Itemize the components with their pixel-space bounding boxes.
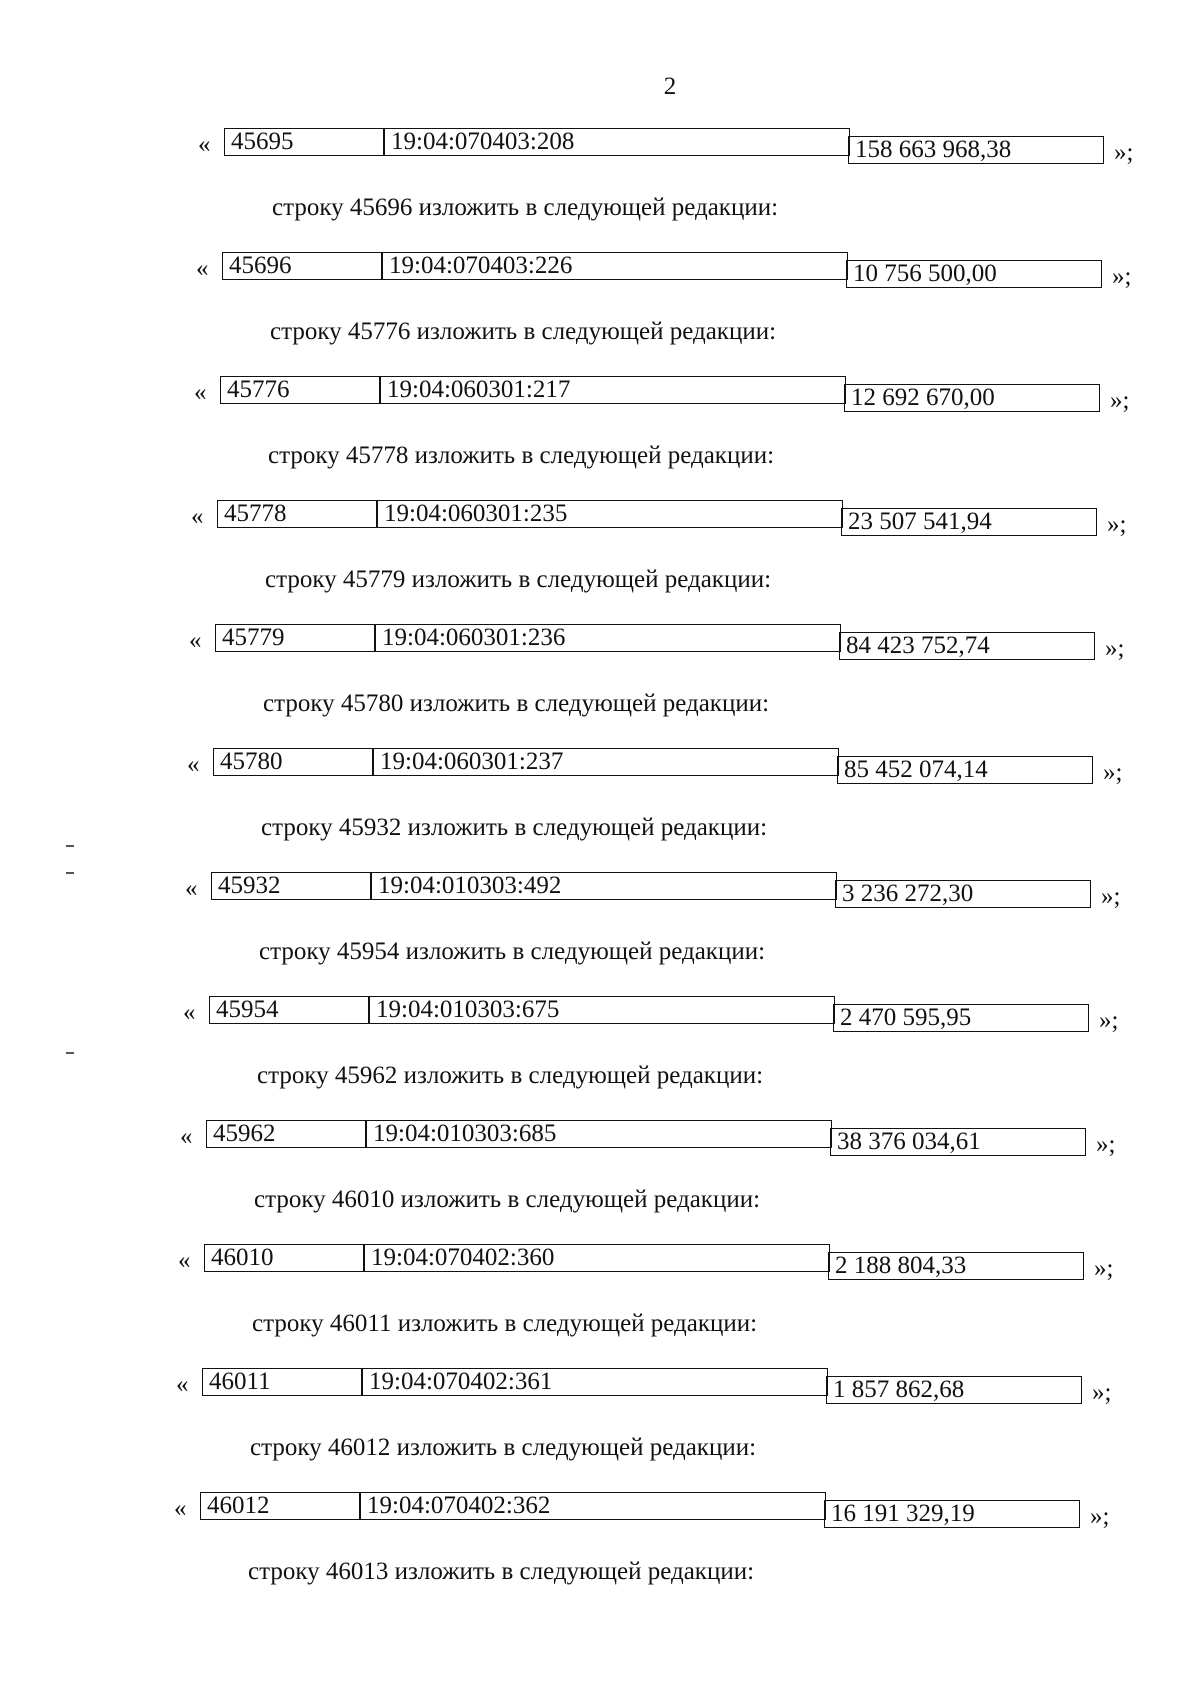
table-row [191,500,1131,538]
table-row [196,252,1136,290]
amendment-instruction: строку 45778 изложить в следующей редакции: [268,442,775,469]
cadastral-value-cell: 23 507 541,94 [841,508,1097,536]
cadastral-value-cell: 10 756 500,00 [846,260,1102,288]
opening-quote: « [187,751,200,778]
row-number-cell: 46012 [200,1492,360,1520]
amendment-instruction: строку 45779 изложить в следующей редакции: [265,566,772,593]
row-number-cell: 46010 [204,1244,364,1272]
amendment-instruction: строку 46010 изложить в следующей редакции: [254,1186,761,1213]
cadastral-number-cell: 19:04:010303:492 [371,872,837,900]
opening-quote: « [176,1371,189,1398]
cadastral-number-cell: 19:04:060301:217 [380,376,846,404]
cadastral-number-cell: 19:04:060301:236 [375,624,841,652]
opening-quote: « [194,379,207,406]
cadastral-number-cell: 19:04:010303:685 [366,1120,832,1148]
cadastral-number-cell: 19:04:070402:361 [362,1368,828,1396]
row-number-cell: 45695 [224,128,384,156]
row-number-cell: 45778 [217,500,377,528]
opening-quote: « [185,875,198,902]
cadastral-value-cell: 1 857 862,68 [826,1376,1082,1404]
table-row [187,748,1127,786]
margin-mark [66,845,74,847]
row-number-cell: 45780 [213,748,373,776]
margin-mark [66,1052,74,1054]
cadastral-number-cell: 19:04:010303:675 [369,996,835,1024]
table-row [178,1244,1118,1282]
amendment-instruction: строку 46011 изложить в следующей редакции: [252,1310,758,1337]
row-number-cell: 45779 [215,624,375,652]
row-number-cell: 46011 [202,1368,362,1396]
opening-quote: « [189,627,202,654]
closing-quote: »; [1112,263,1132,290]
table-row [198,128,1138,166]
closing-quote: »; [1096,1131,1116,1158]
cadastral-number-cell: 19:04:060301:237 [373,748,839,776]
row-number-cell: 45696 [222,252,382,280]
cadastral-value-cell: 85 452 074,14 [837,756,1093,784]
closing-quote: »; [1090,1503,1110,1530]
opening-quote: « [191,503,204,530]
cadastral-number-cell: 19:04:070403:208 [384,128,850,156]
opening-quote: « [180,1123,193,1150]
cadastral-number-cell: 19:04:070402:360 [364,1244,830,1272]
row-number-cell: 45962 [206,1120,366,1148]
row-number-cell: 45954 [209,996,369,1024]
opening-quote: « [174,1495,187,1522]
row-number-cell: 45776 [220,376,380,404]
table-row [174,1492,1114,1530]
cadastral-value-cell: 84 423 752,74 [839,632,1095,660]
table-row [176,1368,1116,1406]
closing-quote: »; [1094,1255,1114,1282]
row-number-cell: 45932 [211,872,371,900]
closing-quote: »; [1101,883,1121,910]
table-row [180,1120,1120,1158]
table-row [189,624,1129,662]
amendment-instruction: строку 45932 изложить в следующей редакции: [261,814,768,841]
cadastral-value-cell: 38 376 034,61 [830,1128,1086,1156]
table-row [185,872,1125,910]
amendment-instruction: строку 45776 изложить в следующей редакции: [270,318,777,345]
closing-quote: »; [1099,1007,1119,1034]
margin-mark [66,872,74,874]
cadastral-value-cell: 158 663 968,38 [848,136,1104,164]
cadastral-value-cell: 16 191 329,19 [824,1500,1080,1528]
closing-quote: »; [1110,387,1130,414]
amendment-instruction: строку 45696 изложить в следующей редакции: [272,194,779,221]
amendment-instruction: строку 46013 изложить в следующей редакции: [248,1558,755,1585]
cadastral-value-cell: 3 236 272,30 [835,880,1091,908]
closing-quote: »; [1107,511,1127,538]
cadastral-number-cell: 19:04:060301:235 [377,500,843,528]
cadastral-number-cell: 19:04:070403:226 [382,252,848,280]
closing-quote: »; [1114,139,1134,166]
amendment-instruction: строку 45962 изложить в следующей редакции: [257,1062,764,1089]
opening-quote: « [196,255,209,282]
cadastral-value-cell: 2 188 804,33 [828,1252,1084,1280]
closing-quote: »; [1105,635,1125,662]
amendment-instruction: строку 46012 изложить в следующей редакции: [250,1434,757,1461]
table-row [183,996,1123,1034]
cadastral-value-cell: 12 692 670,00 [844,384,1100,412]
closing-quote: »; [1092,1379,1112,1406]
opening-quote: « [198,131,211,158]
cadastral-number-cell: 19:04:070402:362 [360,1492,826,1520]
page-number: 2 [663,73,677,100]
closing-quote: »; [1103,759,1123,786]
amendment-instruction: строку 45954 изложить в следующей редакции: [259,938,766,965]
opening-quote: « [178,1247,191,1274]
table-row [194,376,1134,414]
opening-quote: « [183,999,196,1026]
cadastral-value-cell: 2 470 595,95 [833,1004,1089,1032]
amendment-instruction: строку 45780 изложить в следующей редакции: [263,690,770,717]
